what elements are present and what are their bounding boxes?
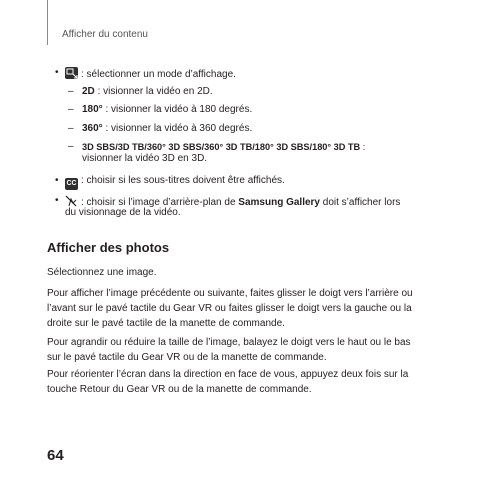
bullet-dot: • <box>55 195 59 206</box>
dash: – <box>68 86 74 97</box>
dash: – <box>68 141 74 152</box>
paragraph-navigate <box>47 286 447 331</box>
mode-description: : sélectionner un mode d’affichage. <box>81 69 236 80</box>
sub-2d-text: : visionner la vidéo en 2D. <box>94 86 213 97</box>
section-header: Afficher du contenu <box>62 29 148 40</box>
sub-180-text: : visionner la vidéo à 180 degrés. <box>102 104 253 115</box>
sub-item-180 <box>82 104 252 116</box>
background-toggle-icon <box>65 195 78 207</box>
bg-description-pre: : choisir si l’image d’arrière-plan de <box>81 197 239 208</box>
paragraph-line: droite sur le pavé tactile de la manette de commande. <box>47 318 285 329</box>
section-title: Afficher des photos <box>47 240 170 255</box>
sub-2d-label: 2D <box>82 86 95 97</box>
bg-description-post: doit s’afficher lors <box>320 197 401 208</box>
paragraph-reorient <box>47 367 447 397</box>
sub-360-label: 360° <box>82 123 103 134</box>
sub-360-text: : visionner la vidéo à 360 degrés. <box>102 123 253 134</box>
paragraph-line: Pour afficher l’image précédente ou suivante, faites glisser le doigt vers l’arrière ou <box>47 288 413 299</box>
sub-item-2d <box>82 86 213 98</box>
paragraph-line: Pour réorienter l’écran dans la direction en face de vous, appuyez deux fois sur la <box>47 369 409 380</box>
paragraph-zoom <box>47 335 447 365</box>
bullet-dot: • <box>55 175 59 186</box>
sub-3d-text: : <box>360 142 366 152</box>
paragraph-line: touche Retour du Gear VR ou de la manette de commande. <box>47 384 312 395</box>
sub-item-360 <box>82 123 252 135</box>
bg-description-app: Samsung Gallery <box>238 197 320 208</box>
cc-description: : choisir si les sous-titres doivent être affichés. <box>81 175 285 186</box>
paragraph-line: Pour agrandir ou réduire la taille de l’image, balayez le doigt vers le haut ou le bas <box>47 337 411 348</box>
sub-item-3d <box>82 141 365 153</box>
bullet-dot: • <box>55 67 59 78</box>
paragraph-line: sur le pavé tactile du Gear VR ou de la manette de commande. <box>47 352 327 363</box>
page-number: 64 <box>47 447 64 464</box>
sub-item-3d-line2: visionner la vidéo 3D en 3D. <box>82 153 208 164</box>
dash: – <box>68 104 74 115</box>
bg-description-line2: du visionnage de la vidéo. <box>65 207 181 218</box>
sub-3d-label: 3D SBS/3D TB/360° 3D SBS/360° 3D TB/180° 3D SBS/180° 3D TB <box>82 142 361 152</box>
subtitles-icon: CC <box>65 178 78 190</box>
cc-item <box>65 175 285 190</box>
header-rule <box>47 0 48 45</box>
view-mode-icon <box>65 67 78 79</box>
paragraph-select: Sélectionnez une image. <box>47 267 157 278</box>
mode-item <box>65 67 236 81</box>
sub-180-label: 180° <box>82 104 103 115</box>
paragraph-line: l’avant sur le pavé tactile du Gear VR ou faites glisser le doigt vers la gauche ou la <box>47 303 412 314</box>
dash: – <box>68 123 74 134</box>
